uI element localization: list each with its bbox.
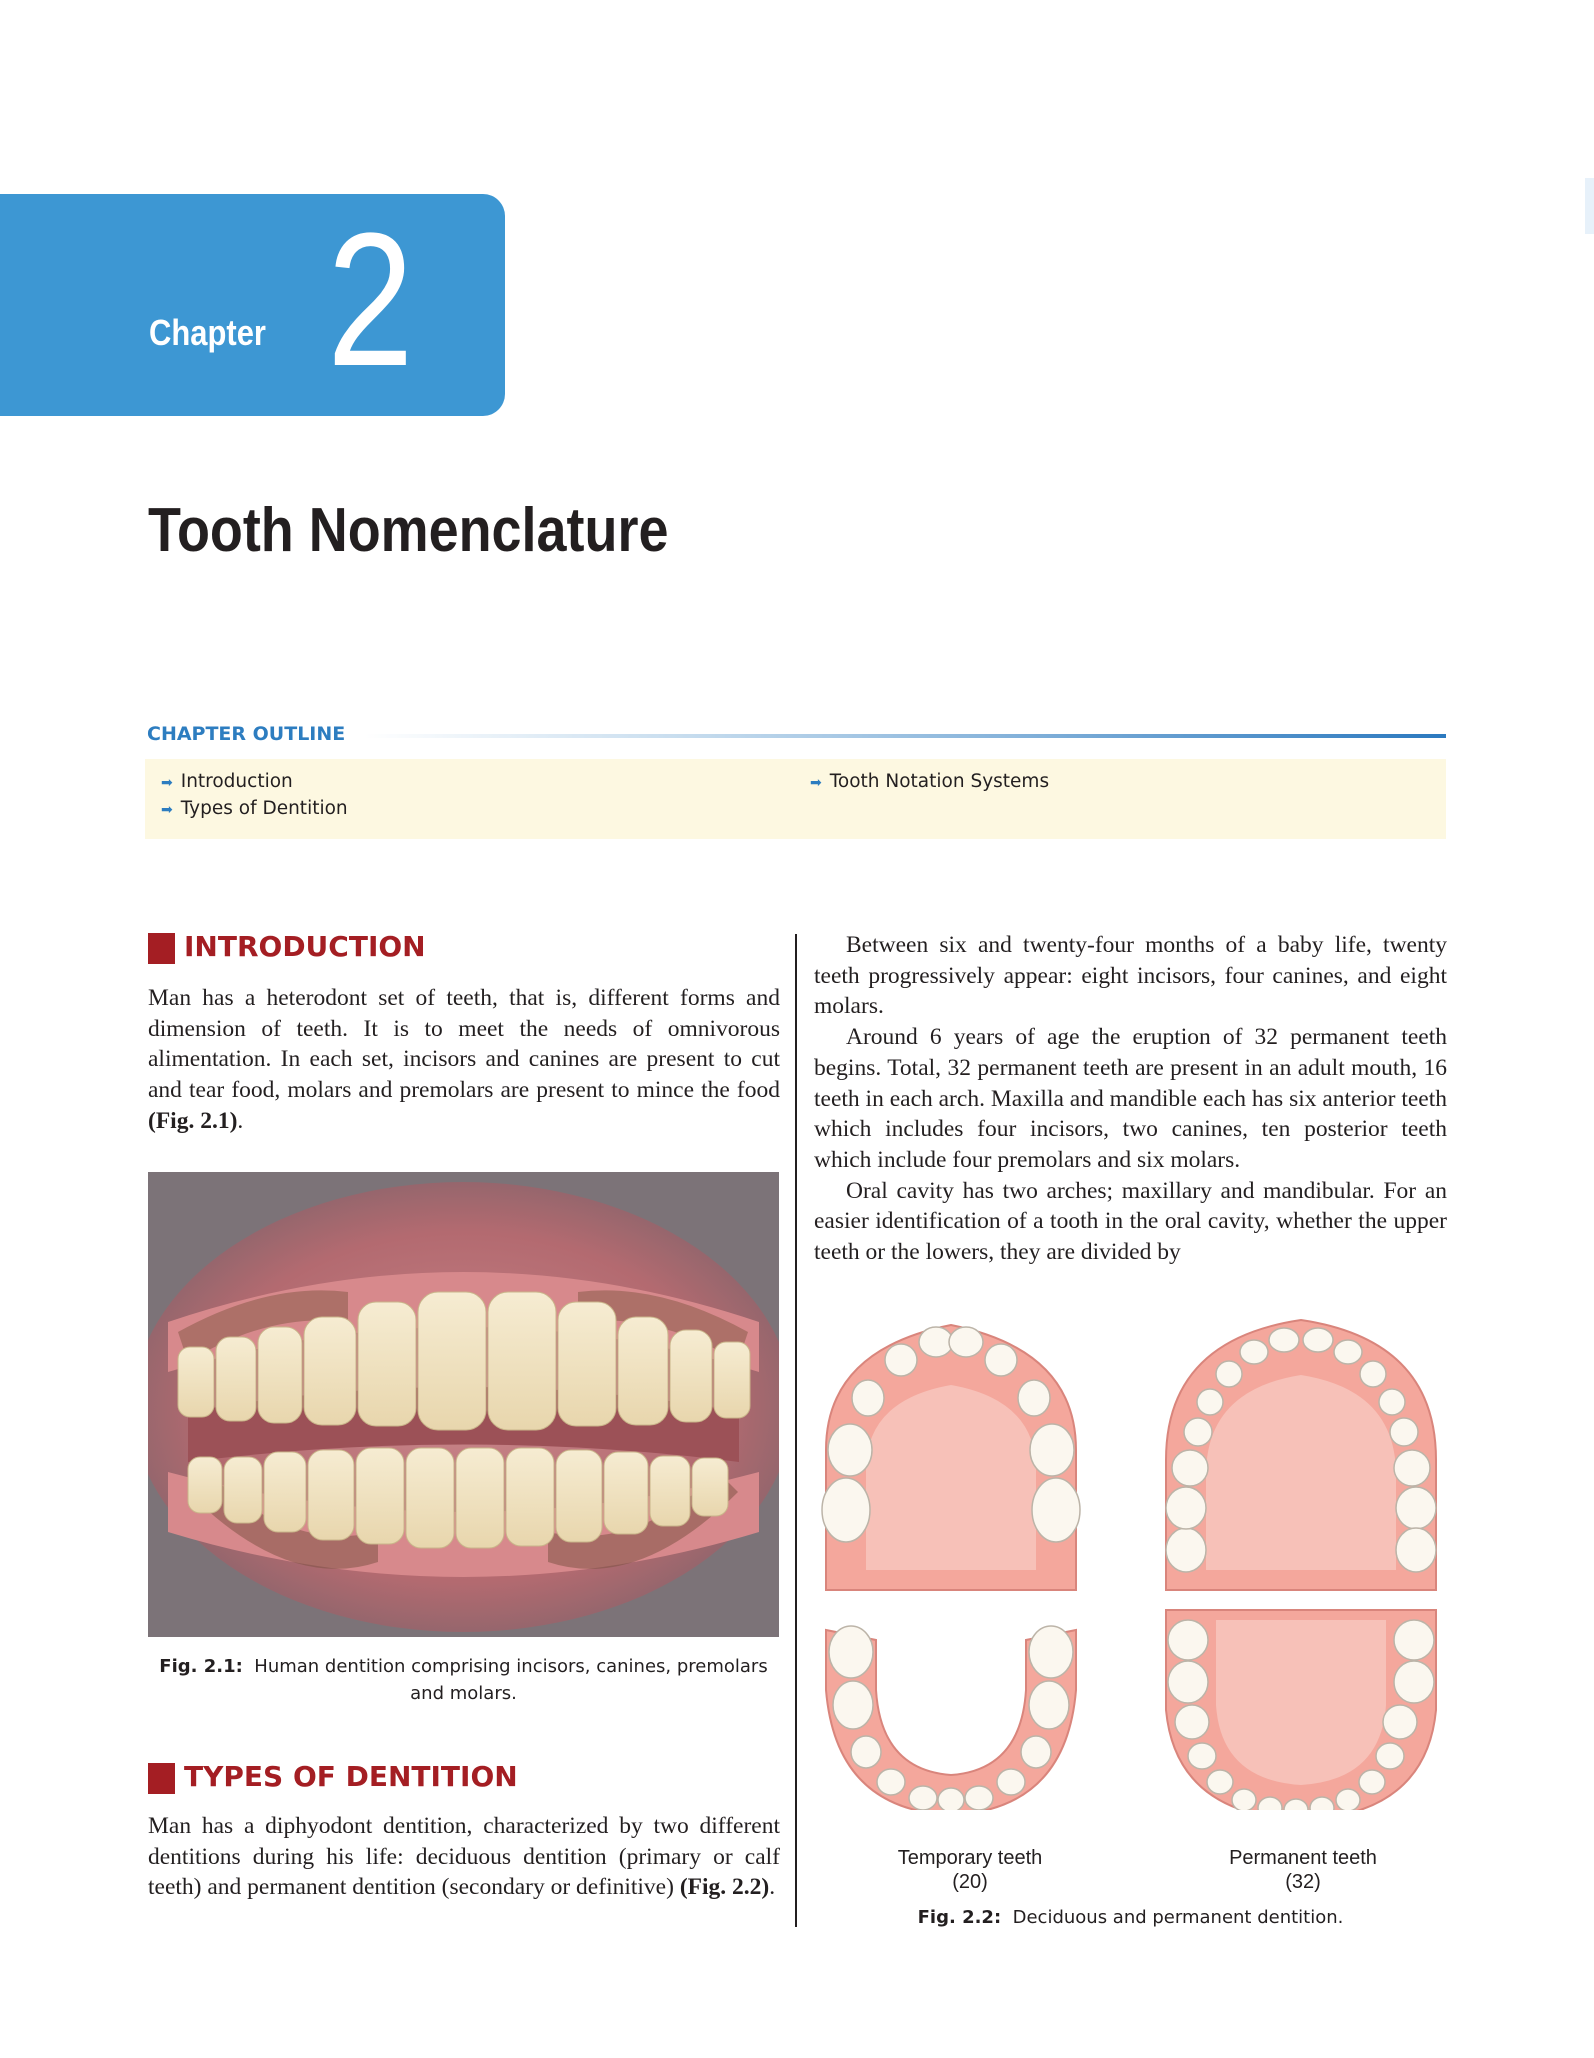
introduction-heading: INTRODUCTION: [184, 930, 426, 963]
paragraph-end: .: [769, 1874, 776, 1901]
introduction-paragraph: [148, 983, 780, 1137]
permanent-upper-arch: [1166, 1320, 1436, 1590]
paragraph-text: Man has a diphyodont dentition, characterized by two different dentitions during his life: deciduous dentition (primary or calf teeth) and permanent dentition (secondary or definitive): [148, 1813, 780, 1901]
outline-item-label: Introduction: [180, 771, 293, 792]
section-marker: [148, 933, 175, 964]
paragraph-deciduous-eruption: Between six and twenty-four months of a baby life, twenty teeth progressively appear: eight incisors, four canines, and eight molars.: [814, 932, 1447, 1020]
arrow-right-icon: ➡: [810, 775, 822, 791]
chapter-tab: [0, 194, 505, 416]
paragraph-end: .: [237, 1107, 244, 1134]
page-title: Tooth Nomenclature: [148, 496, 669, 565]
chapter-label: Chapter: [149, 312, 266, 353]
permanent-label-text: Permanent teeth: [1229, 1847, 1377, 1869]
figure-reference[interactable]: (Fig. 2.1): [148, 1107, 238, 1134]
figure-2-2-caption: [814, 1904, 1447, 1931]
dentition-photo: [148, 1172, 779, 1637]
chapter-number: 2: [327, 194, 414, 406]
section-marker: [148, 1763, 175, 1794]
caption-text: Human dentition comprising incisors, canines, premolars and molars.: [254, 1656, 768, 1704]
permanent-count: (32): [1285, 1871, 1321, 1893]
temporary-teeth-label: [860, 1846, 1080, 1894]
outline-item-types-of-dentition[interactable]: [161, 798, 348, 819]
types-of-dentition-paragraph: [148, 1811, 780, 1903]
right-column-text: [814, 930, 1447, 1268]
chapter-outline-heading: CHAPTER OUTLINE: [147, 723, 346, 745]
outline-item-label: Types of Dentition: [180, 798, 348, 819]
paragraph-permanent-eruption: Around 6 years of age the eruption of 32 permanent teeth begins. Total, 32 permanent teeth are present in an adult mouth, 16 teeth in each arch. Maxilla and mandible each has six anterior teeth which includes four incisors, two canines, ten posterior teeth which include four premolars and six molars.: [814, 1024, 1447, 1173]
temporary-label-text: Temporary teeth: [897, 1847, 1043, 1869]
caption-label: Fig. 2.2:: [917, 1907, 1002, 1928]
figure-reference[interactable]: (Fig. 2.2): [679, 1874, 770, 1901]
outline-divider: [365, 734, 1446, 738]
column-divider: [795, 934, 797, 1927]
arrow-right-icon: ➡: [161, 775, 173, 791]
caption-text: Deciduous and permanent dentition.: [1012, 1907, 1344, 1928]
permanent-lower-arch: [1166, 1610, 1436, 1810]
temporary-upper-arch: [822, 1325, 1080, 1590]
types-of-dentition-heading: TYPES OF DENTITION: [184, 1760, 518, 1793]
page-edge-mark: [1585, 178, 1594, 234]
temporary-count: (20): [952, 1871, 988, 1893]
paragraph-text: Man has a heterodont set of teeth, that is, different forms and dimension of teeth. It is to meet the needs of omnivorous alimentation. In each set, incisors and canines are present to cut and tear food, molars and premolars are present to mince the food: [148, 985, 780, 1104]
dental-arches-illustration: [806, 1310, 1456, 1810]
temporary-lower-arch: [826, 1626, 1076, 1810]
outline-item-introduction[interactable]: [161, 771, 293, 792]
paragraph-oral-cavity: Oral cavity has two arches; maxillary and mandibular. For an easier identification of a tooth in the oral cavity, whether the upper teeth or the lowers, they are divided by: [814, 1177, 1447, 1266]
permanent-teeth-label: [1193, 1846, 1413, 1894]
caption-label: Fig. 2.1:: [159, 1656, 243, 1677]
outline-item-label: Tooth Notation Systems: [829, 771, 1050, 792]
arrow-right-icon: ➡: [161, 802, 173, 818]
outline-item-tooth-notation-systems[interactable]: [810, 771, 1049, 792]
figure-2-1-caption: [148, 1653, 779, 1707]
